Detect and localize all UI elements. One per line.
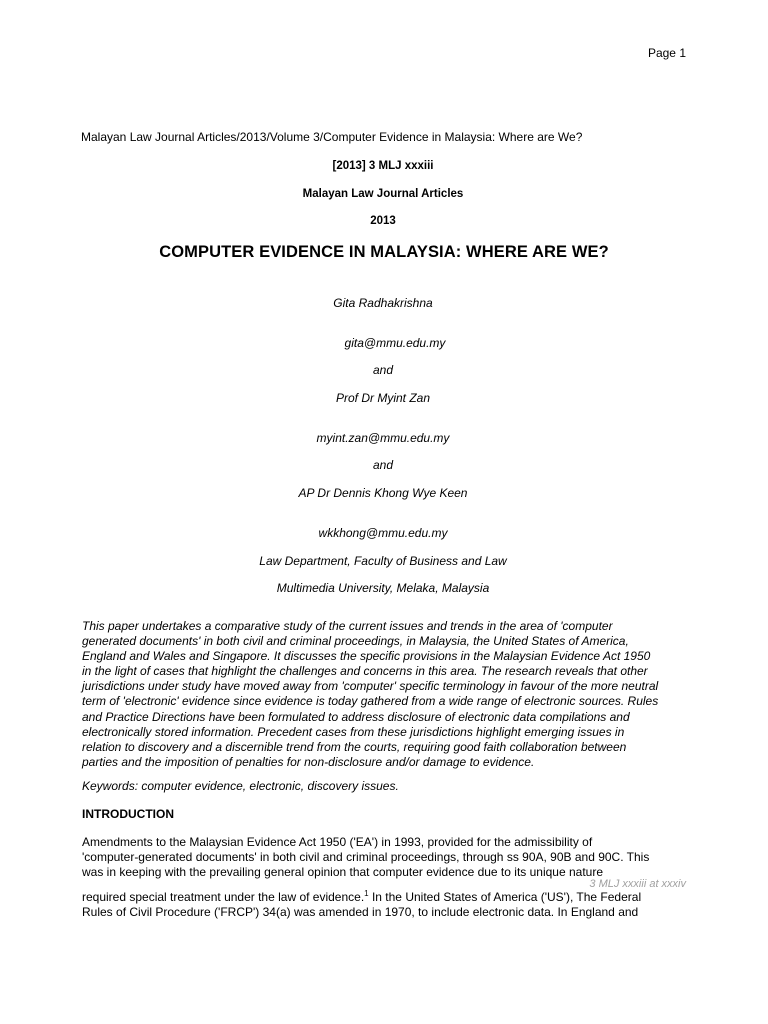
author-name: Prof Dr Myint Zan [335, 391, 431, 405]
author-conjunction: and [372, 458, 394, 472]
introduction-paragraph-continued [82, 890, 692, 920]
author-name: Gita Radhakrishna [333, 296, 433, 310]
source-path: Malayan Law Journal Articles/2013/Volume 3/Computer Evidence in Malaysia: Where are We? [81, 130, 583, 144]
paragraph-line-start: required special treatment under the law of evidence. [82, 890, 365, 904]
author-university: Multimedia University, Melaka, Malaysia [276, 581, 490, 595]
abstract-line: term of 'electronic' evidence since evidence is today gathered from a wide range of electronic sources. Rules [82, 694, 659, 709]
citation: [2013] 3 MLJ xxxiii [332, 160, 434, 172]
author-email: wkkhong@mmu.edu.my [318, 526, 448, 540]
abstract-line: This paper undertakes a comparative study of the current issues and trends in the area of 'computer [82, 619, 613, 633]
author-name: AP Dr Dennis Khong Wye Keen [298, 486, 468, 500]
author-conjunction: and [372, 363, 394, 377]
author-email: gita@mmu.edu.my [344, 336, 446, 350]
article-title: COMPUTER EVIDENCE IN MALAYSIA: WHERE ARE WE? [159, 243, 609, 261]
running-page-reference: 3 MLJ xxxiii at xxxiv [589, 878, 686, 890]
abstract [82, 619, 692, 770]
introduction-paragraph [82, 835, 692, 880]
section-heading-introduction: INTRODUCTION [82, 807, 174, 821]
abstract-line: and Practice Directions have been formulated to address disclosure of electronic data compilations and [82, 709, 630, 724]
abstract-line: England and Wales and Singapore. It discusses the specific provisions in the Malaysian Evidence Act 1950 [82, 649, 651, 664]
publication-year: 2013 [370, 215, 396, 227]
paragraph-line-end: In the United States of America ('US'), The Federal [368, 890, 642, 904]
author-email: myint.zan@mmu.edu.my [316, 431, 450, 445]
author-affiliation: Law Department, Faculty of Business and Law [259, 554, 507, 568]
abstract-line: generated documents' in both civil and criminal proceedings, in Malaysia, the United States of America, [82, 634, 629, 649]
paragraph-line: Amendments to the Malaysian Evidence Act 1950 ('EA') in 1993, provided for the admissibility of [82, 835, 593, 849]
abstract-line: in the light of cases that highlight the challenges and concerns in this area. The research reveals that other [82, 664, 648, 679]
abstract-line: parties and the imposition of penalties for non-disclosure and/or damage to evidence. [82, 754, 535, 769]
page-number: Page 1 [647, 46, 686, 60]
abstract-line: electronically stored information. Precedent cases from these jurisdictions highlight emerging issues in [82, 724, 625, 739]
keywords: Keywords: computer evidence, electronic, discovery issues. [82, 779, 399, 793]
publication-name: Malayan Law Journal Articles [302, 188, 464, 200]
footnote-link[interactable]: 1 [364, 889, 369, 898]
abstract-line: jurisdictions under study have moved away from 'computer' specific terminology in favour of the more neutral [82, 679, 659, 694]
paragraph-line: was in keeping with the prevailing general opinion that computer evidence due to its unique nature [82, 865, 604, 880]
paragraph-line: 'computer-generated documents' in both civil and criminal proceedings, through ss 90A, 90B and 90C. This [82, 850, 650, 865]
abstract-line: relation to discovery and a discernible trend from the courts, requiring good faith collaboration between [82, 739, 627, 754]
paragraph-line: Rules of Civil Procedure ('FRCP') 34(a) was amended in 1970, to include electronic data. In England and [82, 905, 639, 920]
